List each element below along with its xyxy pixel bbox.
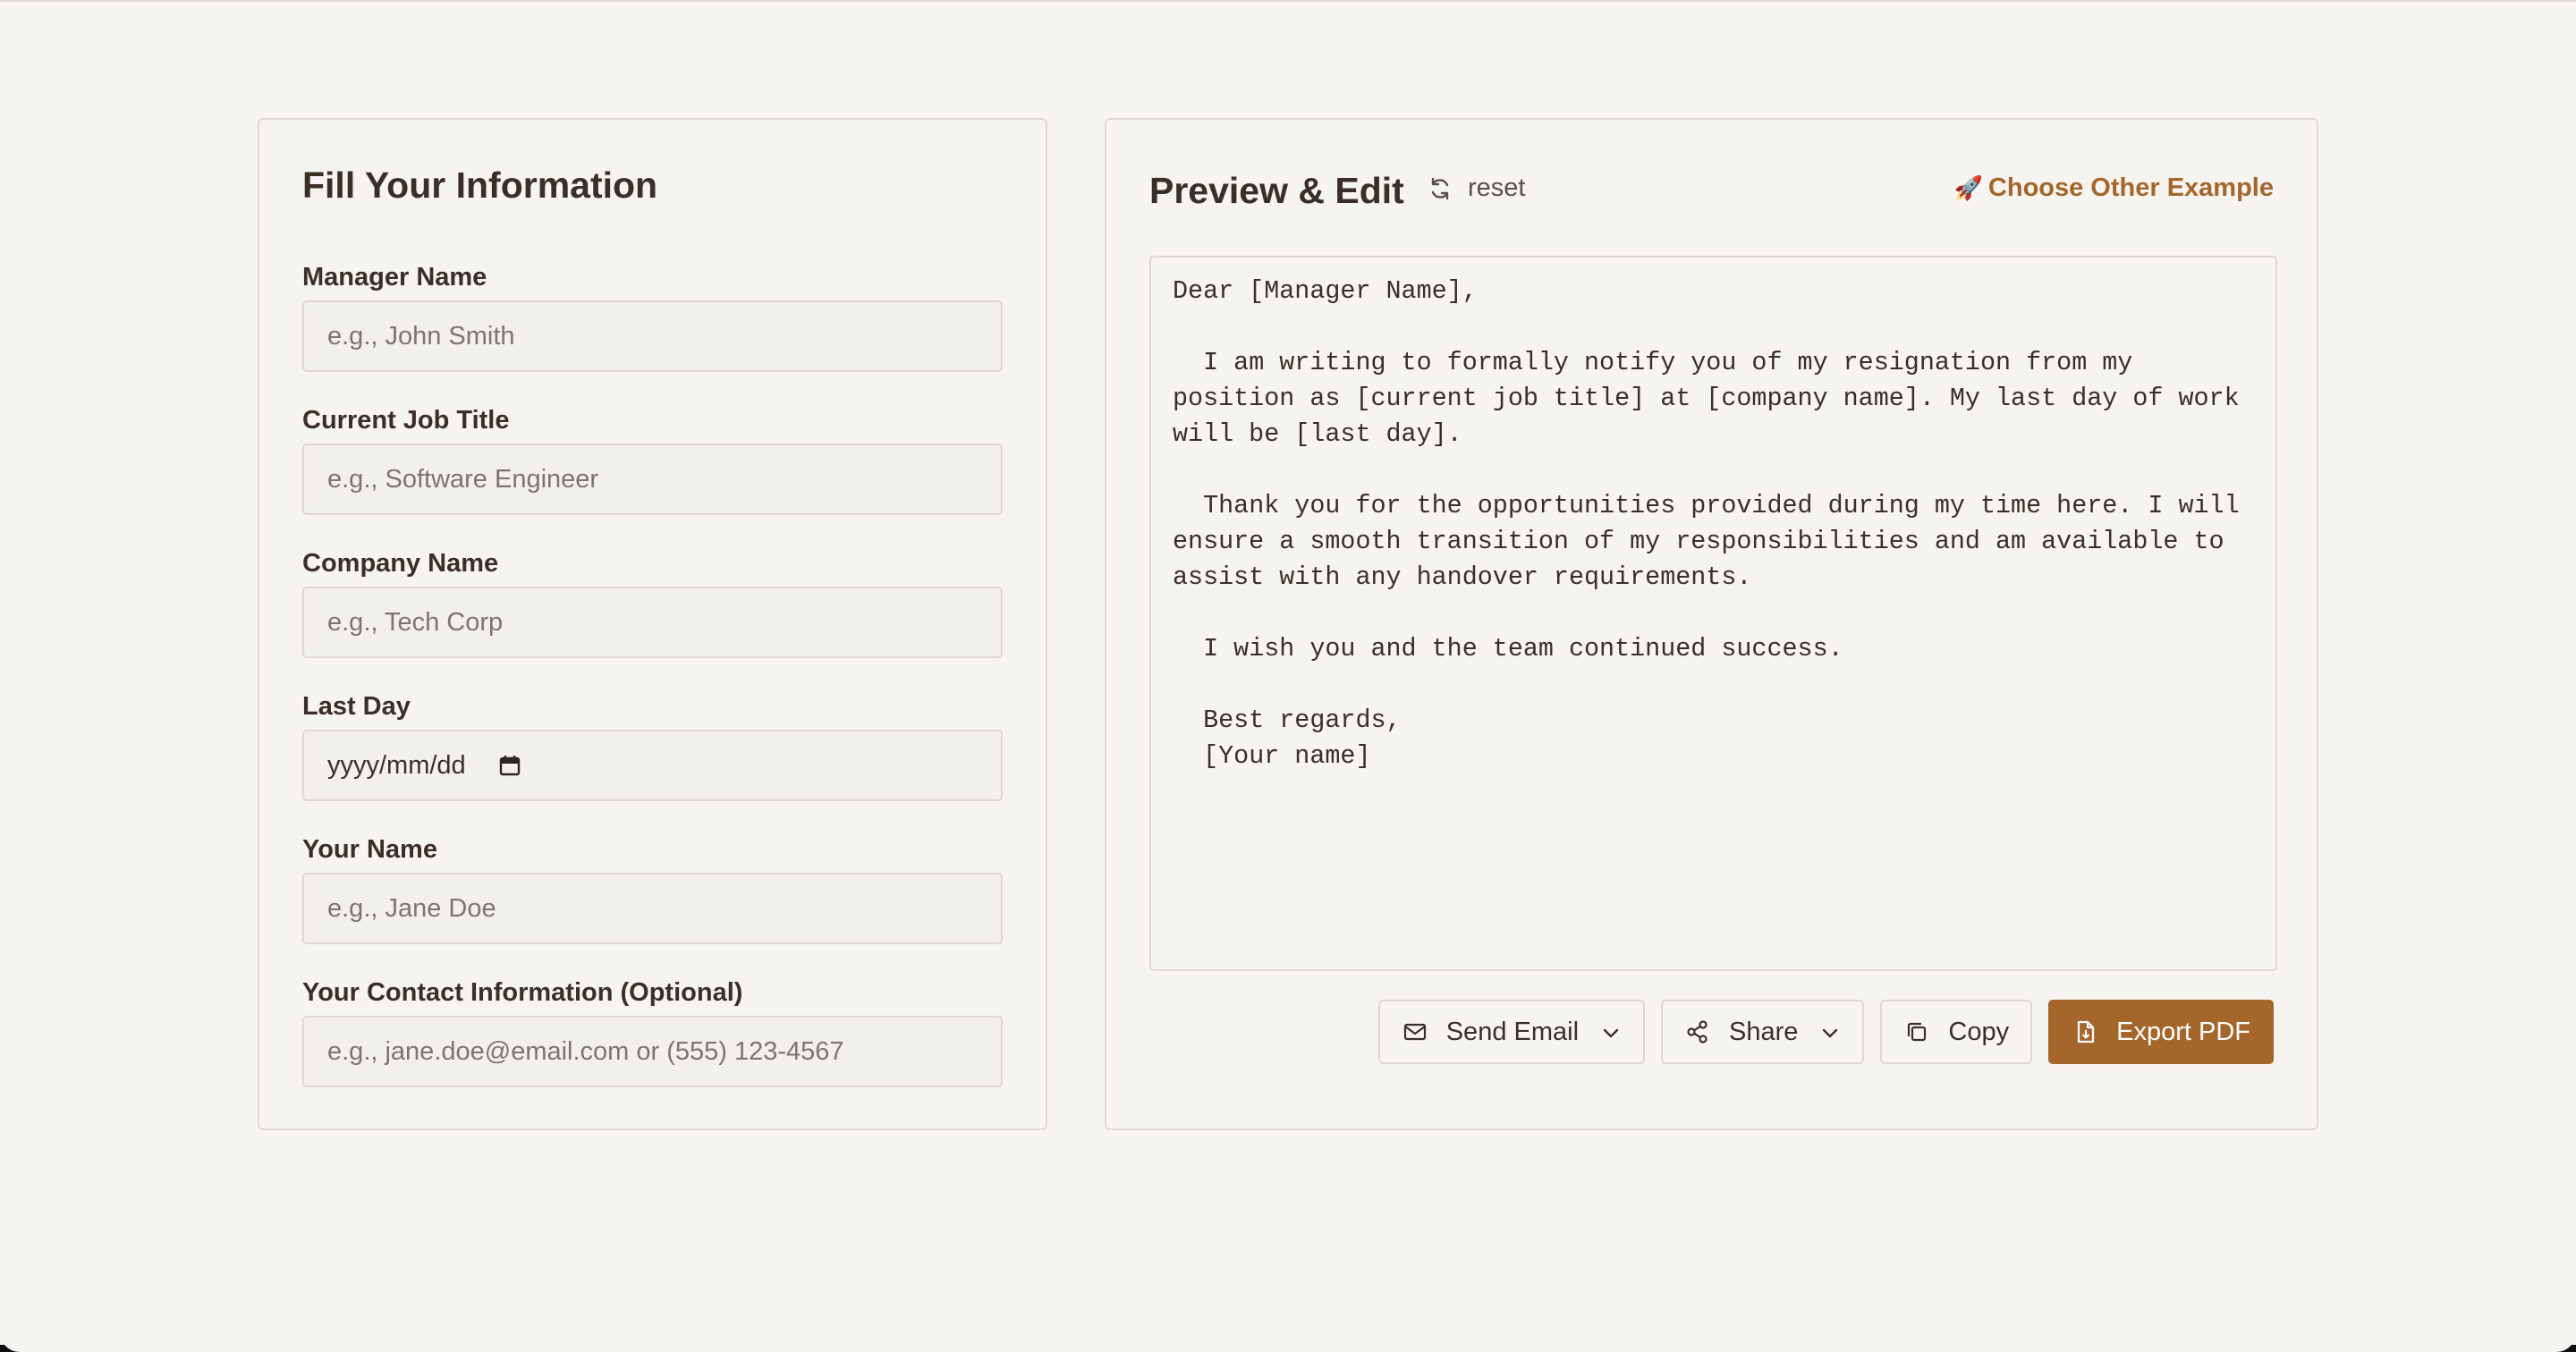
file-export-icon (2072, 1018, 2098, 1045)
rocket-icon: 🚀 (1953, 174, 1983, 201)
window-bottom-edge (0, 1345, 2576, 1352)
manager-name-input[interactable] (302, 300, 1003, 372)
mail-icon (1402, 1018, 1428, 1045)
contact-info-input[interactable] (302, 1016, 1003, 1087)
export-pdf-label: Export PDF (2116, 1017, 2250, 1046)
your-name-label: Your Name (302, 835, 437, 864)
window-top-border (0, 0, 2576, 2)
company-name-input[interactable] (302, 587, 1003, 658)
job-title-input[interactable] (302, 444, 1003, 515)
manager-name-label: Manager Name (302, 263, 487, 292)
export-pdf-button[interactable] (2048, 1000, 2274, 1064)
preview-panel (1105, 118, 2318, 1130)
preview-header (1149, 170, 2274, 224)
refresh-icon (1427, 175, 1453, 202)
form-title: Fill Your Information (302, 165, 658, 206)
chevron-down-icon (1600, 1021, 1622, 1043)
copy-label: Copy (1948, 1017, 2010, 1046)
calendar-icon[interactable] (498, 754, 521, 777)
share-icon (1684, 1018, 1711, 1045)
company-name-label: Company Name (302, 549, 499, 578)
chevron-down-icon (1819, 1021, 1841, 1043)
preview-title: Preview & Edit (1149, 170, 1404, 211)
share-label: Share (1729, 1017, 1799, 1046)
last-day-label: Last Day (302, 692, 411, 721)
choose-example-label: Choose Other Example (1987, 173, 2274, 202)
share-button[interactable] (1661, 1000, 1864, 1064)
copy-button[interactable] (1880, 1000, 2032, 1064)
reset-button[interactable] (1427, 173, 1525, 203)
reset-label: reset (1468, 173, 1526, 202)
your-name-input[interactable] (302, 873, 1003, 944)
last-day-date-input[interactable] (302, 730, 1003, 801)
send-email-button[interactable] (1378, 1000, 1645, 1064)
copy-icon (1903, 1018, 1930, 1045)
contact-info-label: Your Contact Information (Optional) (302, 978, 743, 1007)
action-bar (1378, 1000, 2274, 1064)
letter-editor[interactable] (1149, 256, 2277, 971)
job-title-label: Current Job Title (302, 406, 510, 435)
form-panel (258, 118, 1047, 1130)
send-email-label: Send Email (1445, 1017, 1580, 1046)
choose-other-example-link[interactable] (1954, 173, 2274, 203)
date-placeholder: yyyy/mm/dd (327, 750, 466, 780)
